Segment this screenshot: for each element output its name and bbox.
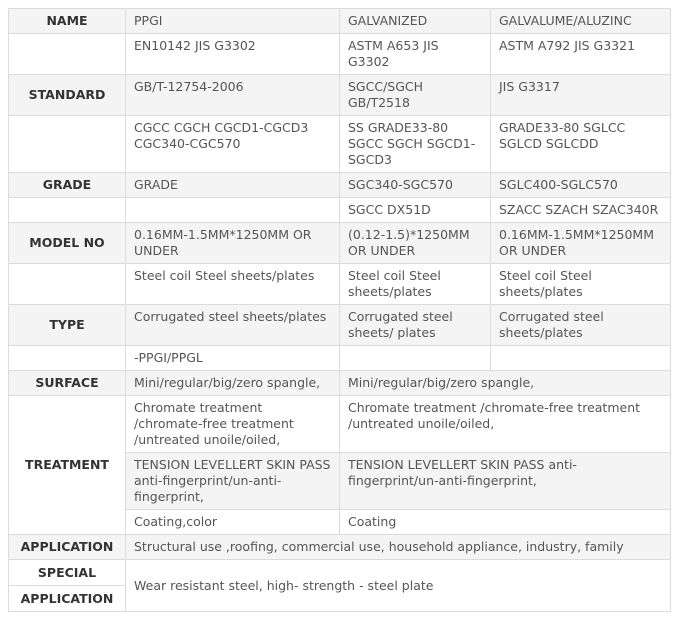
header-ppgi: PPGI — [126, 9, 340, 34]
cell: Steel coil Steel sheets/plates — [491, 264, 671, 305]
cell: EN10142 JIS G3302 — [126, 34, 340, 75]
cell: Corrugated steel sheets/ plates — [340, 305, 491, 346]
cell: SGCC DX51D — [340, 198, 491, 223]
cell: JIS G3317 — [491, 75, 671, 116]
cell — [340, 346, 491, 371]
row-label-empty — [9, 34, 126, 75]
row-label-model: MODEL NO — [9, 223, 126, 264]
cell: Mini/regular/big/zero spangle, — [340, 371, 671, 396]
table-row-application — [9, 535, 671, 560]
cell: 0.16MM-1.5MM*1250MM OR UNDER — [126, 223, 340, 264]
cell: Wear resistant steel, high- strength - steel plate — [126, 560, 671, 612]
cell: ASTM A653 JIS G3302 — [340, 34, 491, 75]
header-galvanized: GALVANIZED — [340, 9, 491, 34]
table-row-standard-3 — [9, 116, 671, 173]
cell: SZACC SZACH SZAC340R — [491, 198, 671, 223]
table-row-grade-1 — [9, 173, 671, 198]
row-label-grade: GRADE — [9, 173, 126, 198]
cell: Structural use ,roofing, commercial use, household appliance, industry, family — [126, 535, 671, 560]
cell: Chromate treatment /chromate-free treatment /untreated unoile/oiled, — [126, 396, 340, 453]
cell: TENSION LEVELLERT SKIN PASS anti-fingerprint/un-anti-fingerprint, — [340, 453, 671, 510]
cell: SGLC400-SGLC570 — [491, 173, 671, 198]
spec-table — [8, 8, 671, 612]
row-label-application: APPLICATION — [9, 535, 126, 560]
cell: Steel coil Steel sheets/plates — [126, 264, 340, 305]
row-label-special: SPECIAL — [9, 560, 126, 586]
cell: Coating,color — [126, 510, 340, 535]
row-label-empty — [9, 264, 126, 305]
table-row-standard-1 — [9, 34, 671, 75]
cell: SS GRADE33-80 SGCC SGCH SGCD1-SGCD3 — [340, 116, 491, 173]
cell: ASTM A792 JIS G3321 — [491, 34, 671, 75]
header-galvalume: GALVALUME/ALUZINC — [491, 9, 671, 34]
row-label-empty — [9, 346, 126, 371]
cell: GRADE — [126, 173, 340, 198]
row-label-empty — [9, 116, 126, 173]
cell — [126, 198, 340, 223]
table-row-standard-2 — [9, 75, 671, 116]
table-row-surface — [9, 371, 671, 396]
cell: -PPGI/PPGL — [126, 346, 340, 371]
row-label-empty — [9, 198, 126, 223]
row-label-surface: SURFACE — [9, 371, 126, 396]
table-row-treatment-1 — [9, 396, 671, 453]
table-row-grade-2 — [9, 198, 671, 223]
table-row-model — [9, 223, 671, 264]
cell: GRADE33-80 SGLCC SGLCD SGLCDD — [491, 116, 671, 173]
table-row-type-3 — [9, 346, 671, 371]
cell: (0.12-1.5)*1250MM OR UNDER — [340, 223, 491, 264]
row-label-type: TYPE — [9, 305, 126, 346]
cell: SGCC/SGCH GB/T2518 — [340, 75, 491, 116]
cell: SGC340-SGC570 — [340, 173, 491, 198]
row-label-name: NAME — [9, 9, 126, 34]
cell: CGCC CGCH CGCD1-CGCD3 CGC340-CGC570 — [126, 116, 340, 173]
row-label-treatment: TREATMENT — [9, 396, 126, 535]
cell — [491, 346, 671, 371]
cell: Steel coil Steel sheets/plates — [340, 264, 491, 305]
row-label-standard: STANDARD — [9, 75, 126, 116]
table-row-type-1 — [9, 264, 671, 305]
cell: Corrugated steel sheets/plates — [126, 305, 340, 346]
cell: GB/T-12754-2006 — [126, 75, 340, 116]
table-row-name — [9, 9, 671, 34]
table-row-special-1 — [9, 560, 671, 586]
row-label-application-2: APPLICATION — [9, 586, 126, 612]
cell: TENSION LEVELLERT SKIN PASS anti-fingerprint/un-anti-fingerprint, — [126, 453, 340, 510]
table-row-type-2 — [9, 305, 671, 346]
cell: Coating — [340, 510, 671, 535]
cell: 0.16MM-1.5MM*1250MM OR UNDER — [491, 223, 671, 264]
cell: Chromate treatment /chromate-free treatment /untreated unoile/oiled, — [340, 396, 671, 453]
cell: Mini/regular/big/zero spangle, — [126, 371, 340, 396]
cell: Corrugated steel sheets/plates — [491, 305, 671, 346]
